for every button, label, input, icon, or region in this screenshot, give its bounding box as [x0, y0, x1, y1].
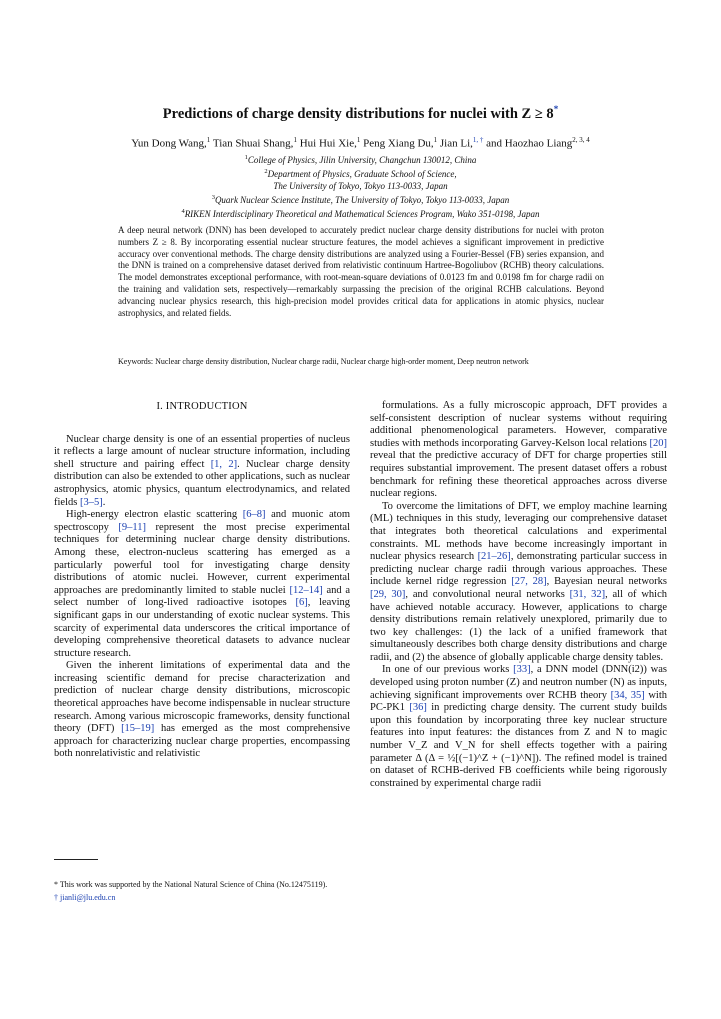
author-name: and Haozhao Liang [486, 137, 573, 150]
section-heading: I. INTRODUCTION [156, 401, 248, 412]
author-affiliation-mark: 1 [433, 136, 438, 144]
affiliation-line [40, 180, 681, 192]
affiliation-list [40, 152, 681, 220]
citation-link[interactable]: [6] [295, 597, 308, 609]
affiliation-text: RIKEN Interdisciplinary Theoretical and Mathematical Sciences Program, Wako 351-0198, Japan [184, 209, 540, 219]
citation-link[interactable]: [31, 32] [569, 588, 606, 600]
footnote-text: This work was supported by the National Natural Science of China (No.12475119). [59, 880, 328, 889]
left-column-body [54, 434, 350, 761]
author-affiliation-mark: 1 [356, 136, 361, 144]
affiliation-text: Department of Physics, Graduate School of Science, [267, 169, 457, 179]
footnote-mark: * [54, 880, 60, 889]
affiliation-number: 3 [211, 194, 215, 201]
footnote [54, 893, 350, 904]
author-list [40, 136, 681, 150]
affiliation-line [40, 166, 681, 180]
footnote-divider [54, 859, 98, 860]
author-name: Jian Li, [439, 137, 473, 150]
author-name: Yun Dong Wang, [131, 137, 207, 150]
title-footnote-mark[interactable]: * [553, 104, 559, 114]
body-paragraph: Given the inherent limitations of experimental data and the increasing scientific demand for precise characterization and prediction of nuclear charge density distributions, microscopic theoretical approaches have become indispensable in nuclear structure research. Among various microscopic frameworks, density functional theory (DFT) [15–19] has emerged as the most comprehensive approach for characterizing nuclear charge properties, encompassing both nonrelativistic and relativistic [54, 660, 351, 760]
footnotes [54, 880, 350, 905]
citation-link[interactable]: [20] [649, 437, 667, 449]
citation-link[interactable]: [6–8] [242, 509, 266, 521]
body-paragraph: In one of our previous works [33], a DNN model (DNN(i2)) was developed using proton number (Z) and neutron number (N) as inputs, achieving significant improvements over RCHB theory [34, 35] with PC-PK1 [36] in predicting charge density. The current study builds upon this foundation by incorporating three key nuclear structure features into input features: the distances from Z and N to magic number V_Z and V_N for shell effects together with a pairing parameter Δ (Δ = ½[(−1)^Z + (−1)^N]). The refined model is trained on dataset of RCHB-derived FB coefficients while being rigorously constrained by experimental charge radii [370, 664, 667, 789]
body-paragraph: To overcome the limitations of DFT, we employ machine learning (ML) techniques in this study, leveraging our comprehensive dataset that integrates both theoretical calculations and experimental constraints. ML methods have become increasingly important in nuclear physics research [21–26], demonstrating particular success in predicting nuclear charge radii through various approaches. These include kernel ridge regression [27, 28], Bayesian neural networks [29, 30], and convolutional neural networks [31, 32], all of which have achieved notable accuracy. However, applications to charge density distributions remain relatively unexplored, primarily due to two key challenges: (1) the lack of a unified framework that simultaneously describes both charge density distributions and charge radii, and (2) the absence of globally applicable charge density tables. [370, 500, 667, 663]
left-column [54, 400, 350, 761]
title-text: Predictions of charge density distributions for nuclei with Z ≥ 8 [162, 105, 554, 122]
author-affiliation-mark: 2, 3, 4 [572, 136, 590, 144]
email-link[interactable]: jianli@jlu.edu.cn [60, 892, 116, 902]
citation-link[interactable]: [27, 28] [511, 576, 547, 588]
affiliation-number: 1 [244, 154, 248, 161]
citation-link[interactable]: [36] [409, 702, 427, 714]
author-affiliation-mark: 1 [206, 136, 211, 144]
body-paragraph: Nuclear charge density is one of an essential properties of nucleus it reflects a large amount of nuclear structure information, including shell structure and pairing effect [1, 2]. Nuclear charge density distribution can also be extended to other applications, such as nuclear astrophysics, atomic physics, quantum electrodynamics, and related fields [3–5]. [54, 433, 350, 508]
author-affiliation-mark: 1 [293, 136, 297, 144]
affiliation-number: 2 [264, 168, 268, 175]
paper-title [0, 104, 721, 123]
right-column [370, 400, 667, 790]
citation-link[interactable]: [33] [513, 664, 531, 676]
citation-link[interactable]: [1, 2] [210, 458, 238, 470]
abstract: A deep neural network (DNN) has been developed to accurately predict nuclear charge density distributions for nuclei with proton numbers Z ≥ 8. By incorporating essential nuclear structure features, the model achieves a significant improvement in predictive accuracy over conventional methods. The charge density distributions are analyzed using a Fourier-Bessel (FB) series expansion, and the DNN is trained on a comprehensive dataset derived from relativistic continuum Hartree-Bogoliubov (RCHB) theory calculations. The model demonstrates exceptional performance, with root-mean-square deviations of 0.0123 fm and 0.0198 fm for charge radii on the training and validation sets, respectively—remarkably surpassing the precision of the original RCHB calculations. Beyond advancing nuclear physics research, this high-precision model provides critical data for applications in atomic physics, nuclear astrophysics, and related fields. [118, 225, 604, 318]
affiliation-text: The University of Tokyo, Tokyo 113-0033, Japan [273, 181, 448, 191]
affiliation-line [40, 206, 681, 220]
author-name: Hui Hui Xie, [299, 137, 357, 150]
citation-link[interactable]: [34, 35] [610, 689, 645, 701]
right-column-body [370, 400, 667, 790]
citation-link[interactable]: [9–11] [118, 521, 146, 533]
citation-link[interactable]: [21–26] [477, 551, 511, 563]
author-name: Tian Shuai Shang, [212, 137, 294, 150]
body-paragraph: formulations. As a fully microscopic approach, DFT provides a self-consistent description of nuclear systems without requiring additional phenomenological parameters. However, comparative studies with methods incorporating Garvey-Kelson local relations [20] reveal that the predictive accuracy of DFT for charge properties still requires substantial improvement. The present dataset offers a robust benchmark for refining these theoretical approaches across diverse nuclear regions. [370, 400, 667, 500]
keywords: Keywords: Nuclear charge density distribution, Nuclear charge radii, Nuclear charge high-order moment, Deep neutron network [118, 357, 529, 366]
body-paragraph: High-energy electron elastic scattering [6–8] and muonic atom spectroscopy [9–11] represent the most precise experimental techniques for determining nuclear charge density distributions. Among these, electron-nucleus scattering has emerged as a particularly powerful tool for investigating charge density distributions of atomic nuclei. However, current experimental approaches are predominantly limited to stable nuclei [12–14] and a select number of long-lived radioactive isotopes [6], leaving significant gaps in our understanding of exotic nuclear systems. This scarcity of experimental data underscores the critical importance of developing comprehensive theoretical datasets to advance nuclear structure research. [54, 509, 351, 659]
affiliation-text: College of Physics, Jilin University, Changchun 130012, China [247, 155, 477, 165]
affiliation-line [40, 152, 681, 166]
author-name: Peng Xiang Du, [363, 137, 434, 150]
affiliation-text: Quark Nuclear Science Institute, The University of Tokyo, Tokyo 113-0033, Japan [214, 195, 510, 205]
affiliation-line [40, 192, 681, 206]
footnote [54, 880, 350, 891]
citation-link[interactable]: [29, 30] [370, 588, 406, 600]
citation-link[interactable]: [12–14] [289, 584, 323, 596]
affiliation-number: 4 [181, 208, 185, 215]
author-affiliation-mark[interactable]: 1, † [472, 136, 484, 144]
footnote-mark: † [54, 892, 60, 902]
citation-link[interactable]: [15–19] [121, 723, 155, 735]
citation-link[interactable]: [3–5] [79, 496, 103, 508]
